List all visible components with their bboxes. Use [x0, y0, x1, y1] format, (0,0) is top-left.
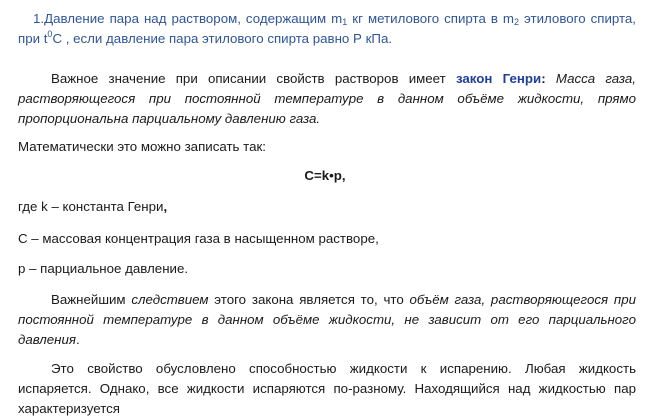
- consequence-end: .: [75, 332, 80, 347]
- math-intro: Математически это можно записать так:: [18, 139, 267, 154]
- definition-p: р – парциальное давление.: [18, 261, 189, 276]
- definition-k: [18, 197, 636, 217]
- task-subscript-2: 2: [514, 17, 520, 27]
- task-text-1: Давление пара над раствором, содержащим m: [44, 11, 343, 26]
- consequence-paragraph: [18, 290, 636, 350]
- task-subscript-1: 1: [342, 17, 348, 27]
- task-text-2: кг метилового спирта в m: [347, 11, 514, 26]
- task-number: 1.: [33, 11, 45, 26]
- evaporation-paragraph: Это свойство обусловлено способностью жидкости к испарению. Любая жидкость испаряется. Однако, все жидкости испаряются по-разному. Находящийся над жидкостью пар характеризуется: [18, 361, 636, 416]
- henry-law-statement: Масса газа, растворяющегося при постоянной температуре в данном объёме жидкости, прямо пропорциональна парциальному давлению газа.: [18, 71, 636, 126]
- henry-law-term: закон Генри: [455, 71, 542, 86]
- henry-colon: :: [541, 71, 546, 86]
- task-superscript: 0: [47, 29, 53, 39]
- consequence-text-2: этого закона является то, что: [208, 292, 410, 307]
- definition-k-text: где k – константа Генри: [18, 199, 164, 214]
- henry-lead: Важное значение при описании свойств растворов имеет: [51, 71, 456, 86]
- consequence-text-1: Важнейшим: [51, 292, 132, 307]
- task-statement: [18, 9, 636, 49]
- consequence-italic-2: объём газа, растворяющегося при постоянной температуре в данном объёме жидкости, не зависит от его парциального давления: [18, 292, 636, 347]
- consequence-italic-1: следствием: [131, 292, 209, 307]
- henry-law-paragraph: [18, 69, 636, 129]
- task-text-4: С , если давление пара этилового спирта равно Р кПа.: [52, 31, 393, 46]
- task-text-3: этилового спирта, при t: [18, 11, 637, 46]
- henry-formula: C=k•p,: [304, 168, 346, 183]
- definition-c: С – массовая концентрация газа в насыщенном растворе,: [18, 231, 379, 246]
- definition-k-comma: ,: [163, 199, 168, 214]
